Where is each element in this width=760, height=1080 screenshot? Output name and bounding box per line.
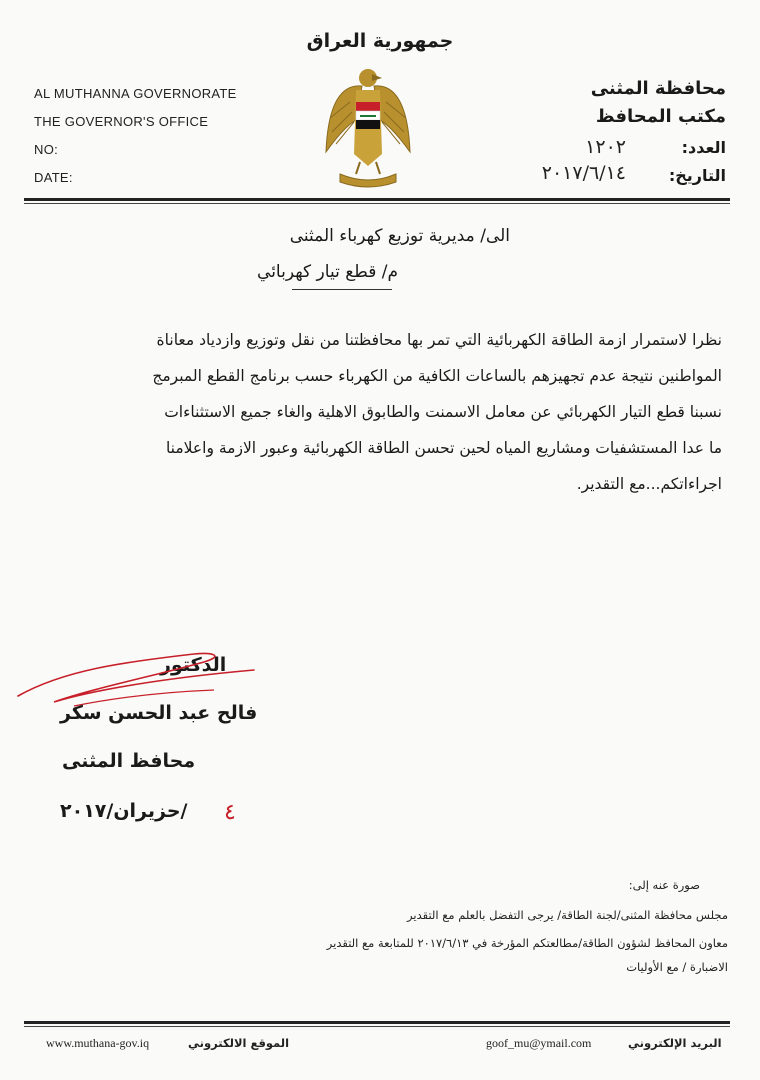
body-line-4: ما عدا المستشفيات ومشاريع المياه لحين تحسن الطاقة الكهربائية وعبور الازمة واعلامنا [165,439,722,457]
recipient-line: الى/ مديرية توزيع كهرباء المثنى [289,226,510,246]
footer-divider [24,1021,730,1024]
signature-day: ٤ [224,800,236,825]
ar-governorate: محافظة المثنى [590,78,726,99]
ar-number-label: العدد: [681,138,726,157]
body-line-2: المواطنين نتيجة عدم تجهيزهم بالساعات الكافية من الكهرباء حسب برنامج القطع المبرمج [152,367,722,385]
handwritten-signature-icon [14,640,264,720]
en-office: THE GOVERNOR'S OFFICE [34,114,209,129]
republic-title: جمهورية العراق [306,30,454,52]
cc-item-3: الاضبارة / مع الأوليات [626,960,728,974]
body-line-5: اجراءاتكم...مع التقدير. [576,475,722,493]
footer-email: goof_mu@ymail.com [486,1036,592,1050]
ar-office: مكتب المحافظ [595,106,726,127]
footer-website-label: الموقع الالكتروني [188,1036,290,1050]
body-line-1: نظرا لاستمرار ازمة الطاقة الكهربائية التي تمر بها محافظتنا من نقل وتوزيع وازدياد معاناة [156,331,722,349]
header-divider [24,198,730,201]
signature-title: الدكتور [160,654,227,676]
signature-position: محافظ المثنى [62,750,196,772]
iraq-eagle-emblem-icon [322,62,414,192]
footer-divider-thin [24,1026,730,1027]
footer-website: www.muthana-gov.iq [46,1036,150,1050]
signature-name: فالح عبد الحسن سكر [60,702,258,724]
en-governorate: AL MUTHANNA GOVERNORATE [34,86,237,101]
ar-date-value: ٢٠١٧/٦/١٤ [541,162,626,184]
letter-body [32,322,722,502]
ar-date-label: التاريخ: [668,166,726,185]
subject-line: م/ قطع تيار كهربائي [257,262,398,282]
header-divider-thin [24,203,730,204]
cc-item-1: مجلس محافظة المثنى/لجنة الطاقة/ يرجى التفضل بالعلم مع التقدير [407,908,728,922]
cc-label: صورة عنه إلى: [628,878,700,892]
ar-number-value: ١٢٠٢ [585,136,626,158]
footer-email-label: البريد الإلكتروني [628,1036,722,1050]
body-line-3: نسبنا قطع التيار الكهربائي عن معامل الاسمنت والطابوق الاهلية والغاء جميع الاستثناءات [164,403,722,421]
subject-underline [292,289,392,290]
en-number-label: NO: [34,142,59,157]
cc-item-2: معاون المحافظ لشؤون الطاقة/مطالعتكم المؤرخة في ٢٠١٧/٦/١٣ للمتابعة مع التقدير [326,936,728,950]
signature-date: /حزيران/٢٠١٧ [60,800,188,822]
en-date-label: DATE: [34,170,73,185]
